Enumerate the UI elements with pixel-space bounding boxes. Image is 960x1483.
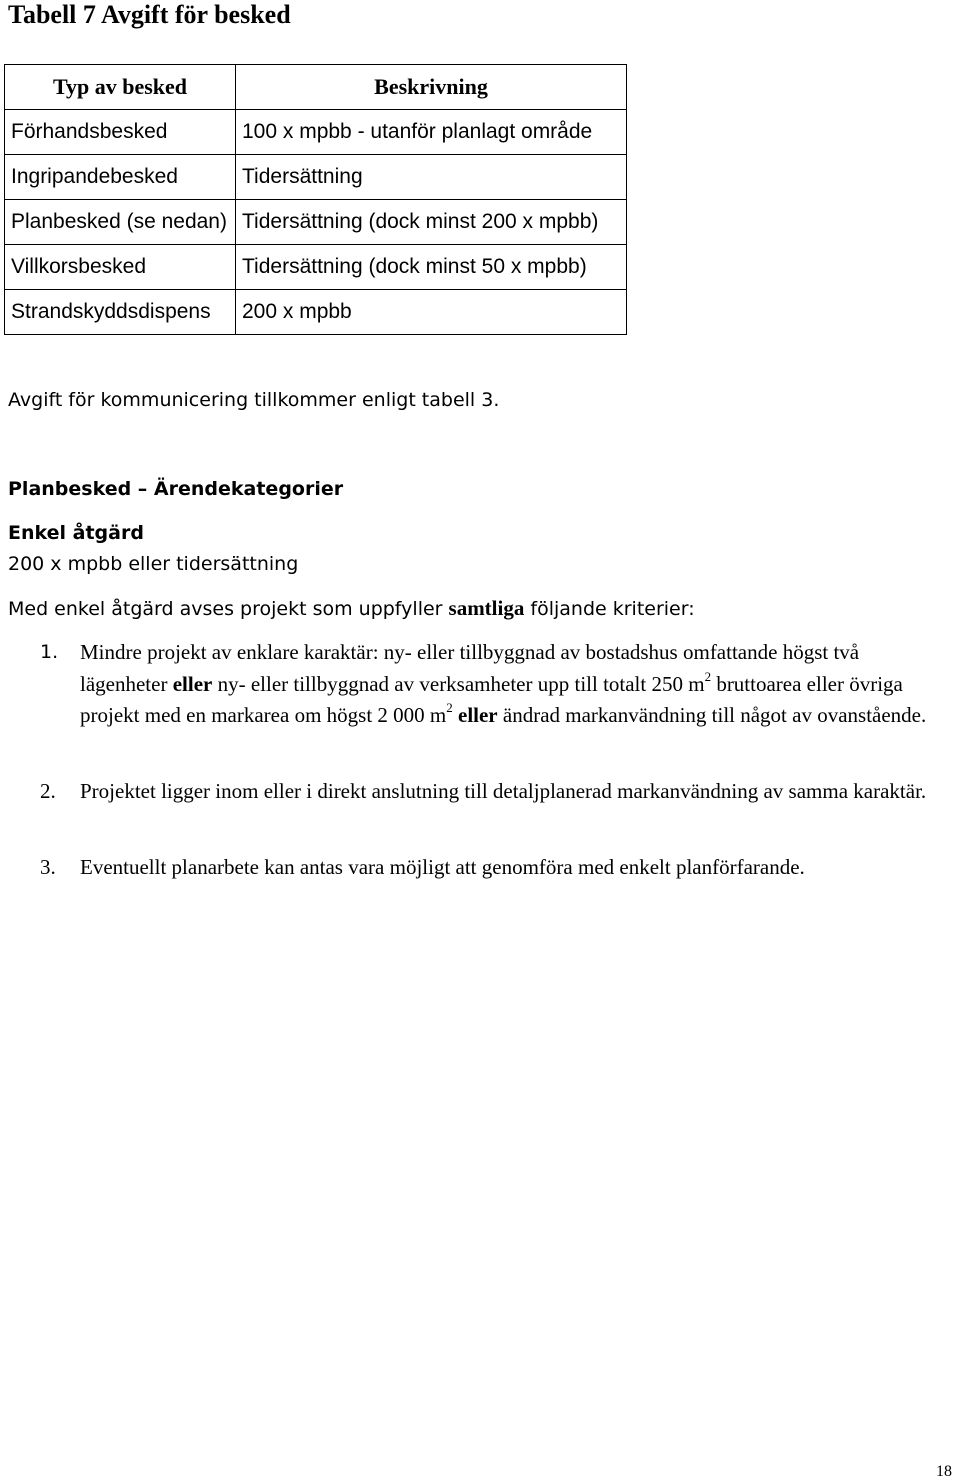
criteria-item-3 (40, 852, 940, 884)
cell-type: Planbesked (se nedan) (5, 200, 236, 245)
intro-bold: samtliga (448, 596, 525, 620)
intro-text-after: följande kriterier: (524, 598, 695, 620)
table-row (5, 155, 627, 200)
fee-table (4, 64, 627, 335)
criteria-number: 2. (40, 779, 56, 803)
criteria-bold: eller (458, 703, 498, 727)
page-number: 18 (936, 1463, 952, 1480)
superscript: 2 (446, 700, 453, 715)
table-row (5, 290, 627, 335)
cell-description: 200 x mpbb (236, 290, 627, 335)
criteria-item-1 (40, 637, 940, 732)
table-row (5, 200, 627, 245)
criteria-text: Projektet ligger inom eller i direkt anslutning till detaljplanerad markanvändning av samma karaktär. (80, 779, 927, 803)
cell-description: Tidersättning (dock minst 200 x mpbb) (236, 200, 627, 245)
table-row (5, 110, 627, 155)
table-header-row (5, 65, 627, 110)
criteria-bold: eller (172, 671, 213, 696)
table-title: Tabell 7 Avgift för besked (8, 0, 291, 29)
criteria-number: 1. (40, 641, 59, 663)
cell-description: 100 x mpbb - utanför planlagt område (236, 110, 627, 155)
table-row (5, 245, 627, 290)
cell-type: Ingripandebesked (5, 155, 236, 200)
header-description: Beskrivning (236, 65, 627, 110)
criteria-text: ändrad markanvändning till något av ovanstående. (497, 703, 927, 727)
intro-paragraph (8, 595, 695, 622)
criteria-text: Eventuellt planarbete kan antas vara möjligt att genomföra med enkelt planförfarande. (80, 855, 805, 879)
cell-type: Strandskyddsdispens (5, 290, 236, 335)
fee-text: 200 x mpbb eller tidersättning (8, 553, 299, 575)
criteria-text: Mindre projekt av enklare karaktär: ny- eller tillbyggnad av bostadshus omfattande högst två lägenheter (80, 640, 860, 696)
criteria-text: bruttoarea eller övriga projekt med en markarea om högst 2 000 m (80, 671, 903, 727)
cell-type: Förhandsbesked (5, 110, 236, 155)
section-subheading: Enkel åtgärd (8, 522, 144, 544)
section-heading: Planbesked – Ärendekategorier (8, 478, 344, 500)
criteria-item-2 (40, 776, 940, 808)
cell-description: Tidersättning (236, 155, 627, 200)
superscript: 2 (704, 668, 712, 684)
header-type: Typ av besked (5, 65, 236, 110)
criteria-text: ny- eller tillbyggnad av verksamheter upp till totalt 250 m (212, 671, 705, 696)
intro-text-before: Med enkel åtgärd avses projekt som uppfyller (8, 598, 449, 620)
criteria-number: 3. (40, 855, 56, 879)
note-text: Avgift för kommunicering tillkommer enligt tabell 3. (8, 389, 500, 411)
cell-type: Villkorsbesked (5, 245, 236, 290)
cell-description: Tidersättning (dock minst 50 x mpbb) (236, 245, 627, 290)
